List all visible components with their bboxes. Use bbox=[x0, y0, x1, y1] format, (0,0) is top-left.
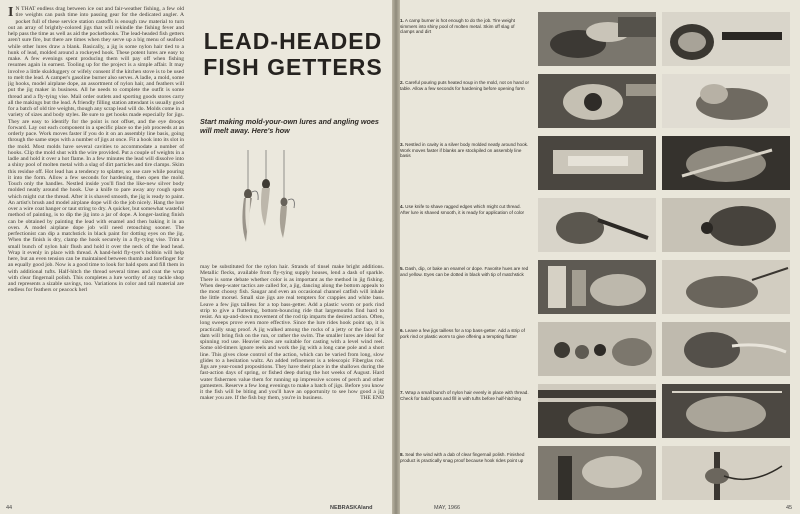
article-column-1 bbox=[8, 6, 184, 500]
column-1-text: N THAT endless drag between ice out and fair-weather fishing, a few old tire weights can push time into passing gear for the dedicated angler. A pocket full of these service station castoffs is enough raw material to turn out an array of brightly-colored jigs that will rekindle the fishing fever and help pass the time as well as aid the pocketbooks. The lead-headed fish getters aren't sure fire, but there are times when they serve up a big menu of seafood while other lures draw a blank. Basically, a jig is some nylon hair tied to a hunk of lead, molded around a rockeyed hook. These potent lures are easy to make. A few evenings spent producing them will pay off when fishing resumes again in earnest. Tooling up for the project is a simple affair. It may involve a little skulduggery or wifely consent if the kitchen stove is to be used to melt the lead. A camper's gasoline burner also serves. A ladle, a mold, some jig hooks, model airplane dope, an assortment of nylon hair, and feathers will put the jig maker in business. All he needs to complete the outfit is some thread and a fly-tying vise. Mail order outlets and sporting goods stores carry all the makings but the lead. A friendly filling station attendant is usually good for a batch of old tire weights, though any scrap lead will do. Molds come in a variety of sizes and body styles. Be sure to get hooks made especially for jigs. They are easy to identify for the point is not offset, and the eye droops forward. Lay out each component in a specific place so the job proceeds at an orderly pace. Work moves faster if you do it on an assembly line basis, going through the same steps with a number of jigs at once. Fit a hook into its slot in the mold. Most molds have several cavities to accommodate a number of hooks. Clip the mold shut with the wire provided. Put a couple of weights in a ladle and hold it over a hot flame. In a few minutes the lead will dissolve into a shiny pool of molten metal with a slag of dirt particles and tire clamps. Skim this residue off. Hot lead has a tendency to splatter, so use care while pouring it into the form. Allow a few seconds for hardening, then open the mold. Touch only the handles. Nestled inside you'll find the like-new silver body molded neatly around the hook. Use a knife to pare away any rough spots which might cut the thread. After it is shaved smooth, the jig is ready to paint. An artist's brush and model airplane dope will do the job nicely. Hang the lure over a wire coat hanger or taut string to dry. A quicker, but somewhat wasteful method of painting, is to dip the jig into a jar of dope. A longer-lasting finish can be obtained by painting the lead with enamel and then baking it in an oven. A model airplane dope job will need retouching sooner. The perfectionist can dip a matchstick in black paint for dotting eyes on the jig. When the finish is dry, clamp the hook securely in a fly-tying vise. Trim a small bunch of nylon hair flush and hold it over the neck of the lead head. Wrap it evenly in place with thread. A hand-held fly-tyer's bobbin will help here, but an even tension can be maintained between thumb and forefinger for an equally good job. Now is a good time to look for bald spots and fill them in with additional tufts. Half-hitch the thread several times and coat the wrap with clear fingernail polish. This completes a lure worthy of any tackle shop and represents a sizable savings, too. Variations in color and tail material are endless for feathers or peacock herl bbox=[8, 6, 184, 294]
step-photo bbox=[662, 322, 790, 376]
step-row bbox=[400, 72, 800, 128]
step-photo bbox=[662, 260, 790, 314]
right-page-number: 45 bbox=[786, 505, 793, 511]
step-row bbox=[400, 134, 800, 190]
step-photo bbox=[538, 322, 656, 376]
left-page bbox=[0, 0, 392, 514]
step-caption: 7. Wrap a small bunch of nylon hair evenly in place with thread. Check for bald spots and fill in with tufts before half-hitching bbox=[400, 390, 529, 401]
article-lead: Start making mold-your-own lures and angling woes will melt away. Here's how bbox=[200, 117, 379, 135]
step-photo bbox=[662, 136, 790, 190]
end-mark: THE END bbox=[360, 395, 384, 402]
step-row bbox=[400, 196, 800, 252]
step-row bbox=[400, 258, 800, 314]
step-photo bbox=[662, 74, 790, 128]
step-caption: 8. Seal the wind with a dab of clear fingernail polish. Finished product is practically snag proof because hook rides point up bbox=[400, 452, 525, 463]
article-title: LEAD-HEADED FISH GETTERS bbox=[203, 28, 383, 80]
step-row bbox=[400, 320, 800, 376]
step-photo bbox=[662, 384, 790, 438]
magazine-name: NEBRASKAland bbox=[330, 505, 373, 511]
step-row bbox=[400, 444, 800, 500]
jig-lures-illustration bbox=[226, 150, 306, 255]
step-photo bbox=[538, 136, 656, 190]
step-row bbox=[400, 10, 800, 66]
step-photo bbox=[662, 446, 790, 500]
article-column-2 bbox=[200, 264, 384, 506]
column-2-text: may be substituted for the nylon hair. Strands of tinsel make bright additions. Metallic flecks, available from fly-tying supply houses, lend a dash of sparkle. There is some debate whether color is as important as the method in jig fishing. When deep-water tactics are called for, a jig, dancing along the bottom appeals to the most choosy fish. Saugar and even an occasional channel catfish will inhale the little morsel. Small size jigs are real tempters for crappies and white bass. Leave a few jigs tailless for a top bass-getter. Add a plastic worm or pork rind strip to give a fluttering, bottom-bouncing ride that largemouths find hard to resist. An up-and-down movement of the rod tip imparts the desired action. Often, long sweeps prove even more effective. Since the lure rides hook point up, it is practically snag proof. A jig walked among the rocks of a jetty or the face of a dam will bring fish on the run, or rather the swim. The smaller lures are ideal for spinning rod use. Heavier sizes are suitable for casting with a level wind reel. Some old-timers ignore reels and work the jig with a long cane pole and a short line. This gives close control of the action, which can be varied from long, slow glides to a hesitation waltz. An added refinement is a telescopic Fiberglas rod. Jigs are year-round propositions. They have their place in the shallows during the fast-action days of spring, or fished deep during the hot weeks of August. Hard water fishermen value them for running up impressive scores of perch and other gamesters. Reserve a few long evenings to make a batch of jigs. Before you know it the fish will be biting and you'll have an opportunity to see how good a jig maker you are. If the fish buy them, you're in business. bbox=[200, 264, 384, 402]
step-caption: 5. Dash, dip, or bake an enamel or dope. Favorite hues are red and yellow. Eyes can be dotted in black with tip of matchstick bbox=[400, 266, 529, 277]
drop-cap: I bbox=[8, 6, 14, 20]
step-photo bbox=[538, 260, 656, 314]
binding-gutter bbox=[392, 0, 400, 514]
step-caption: 4. Use knife to shave ragged edges which might cut thread. After lure is shaved smooth, it is ready for application of color bbox=[400, 204, 525, 215]
step-caption: 3. Nestled in cavity is a silver body molded neatly around hook. Work moves faster if blanks are stockpiled on assembly line basis bbox=[400, 142, 529, 159]
issue-date: MAY, 1966 bbox=[434, 505, 461, 511]
step-caption: 2. Careful pouring puts heated soup in the mold, not on hand or table. Allow a few seconds for hardening before opening form bbox=[400, 80, 529, 91]
right-page bbox=[400, 0, 800, 514]
left-page-number: 44 bbox=[6, 505, 13, 511]
step-photo bbox=[538, 446, 656, 500]
step-photo bbox=[538, 384, 656, 438]
step-caption: 6. Leave a few jigs tailless for a top bass-getter. Add a strip of pork rind or plastic worm to give offering a tempting flutter bbox=[400, 328, 525, 339]
step-photo bbox=[662, 198, 790, 252]
step-row bbox=[400, 382, 800, 438]
step-photo bbox=[538, 74, 656, 128]
step-photo bbox=[538, 198, 656, 252]
step-photo bbox=[662, 12, 790, 66]
step-photo bbox=[538, 12, 656, 66]
step-caption: 1. A camp burner is hot enough to do the job. Tire weight simmers into shiny pool of molten metal. Skim off slag of clamps and dirt bbox=[400, 18, 515, 35]
